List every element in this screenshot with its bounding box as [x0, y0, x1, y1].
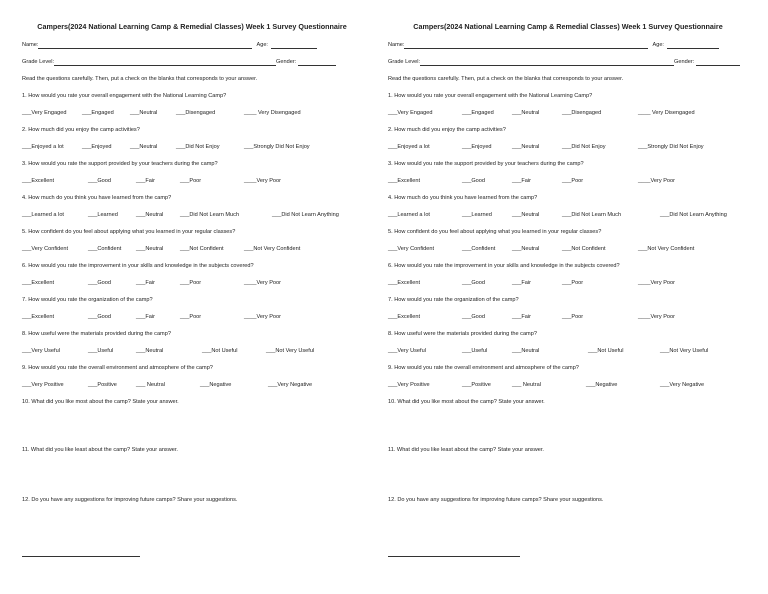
option[interactable]: ___Confident: [88, 246, 122, 252]
question-text: 9. How would you rate the overall environment and atmosphere of the camp?: [388, 365, 579, 371]
option[interactable]: ____Very Poor: [244, 314, 282, 320]
option[interactable]: ___Excellent: [388, 280, 421, 286]
grade-label: Grade Level:: [388, 59, 421, 65]
option[interactable]: ___Learned: [462, 212, 492, 218]
option[interactable]: ___Learned a lot: [388, 212, 430, 218]
option[interactable]: ___Very Useful: [22, 348, 60, 354]
option[interactable]: ____Very Poor: [638, 314, 676, 320]
option[interactable]: ___Positive: [88, 382, 117, 388]
options-row: [388, 245, 748, 253]
question-2: [388, 126, 748, 151]
option[interactable]: ___Very Engaged: [388, 110, 433, 116]
grade-label: Grade Level:: [22, 59, 55, 65]
open-question-12: 12. Do you have any suggestions for improving future camps? Share your suggestions.: [388, 497, 604, 503]
options-row: [22, 347, 362, 355]
options-row: [22, 313, 362, 321]
option[interactable]: ___Neutral: [512, 110, 540, 116]
options-row: [22, 177, 362, 185]
question-text: 6. How would you rate the improvement in your skills and knowledge in the subjects covered?: [388, 263, 620, 269]
option[interactable]: ___Excellent: [22, 178, 55, 184]
option[interactable]: ___Positive: [462, 382, 491, 388]
grade-gender-row: [388, 58, 748, 66]
option[interactable]: ___Negative: [200, 382, 232, 388]
option[interactable]: ___Strongly Did Not Enjoy: [244, 144, 310, 150]
question-text: 8. How useful were the materials provided during the camp?: [388, 331, 537, 337]
question-5: [22, 228, 362, 253]
gender-field[interactable]: [696, 59, 740, 66]
option[interactable]: ___Fair: [136, 314, 155, 320]
question-9: [388, 364, 748, 389]
gender-label: Gender:: [276, 59, 297, 65]
option[interactable]: ___Very Negative: [268, 382, 313, 388]
option[interactable]: ___Excellent: [22, 314, 55, 320]
open-question-10: 10. What did you like most about the camp? State your answer.: [388, 399, 545, 405]
gender-label: Gender:: [674, 59, 695, 65]
survey-title: Campers(2024 National Learning Camp & Remedial Classes) Week 1 Survey Questionnaire: [37, 22, 347, 31]
option[interactable]: ___Did Not Learn Much: [562, 212, 622, 218]
option[interactable]: ___Poor: [562, 314, 584, 320]
question-text: 2. How much did you enjoy the camp activities?: [22, 127, 140, 133]
question-1: [388, 92, 748, 117]
option[interactable]: ___Neutral: [512, 246, 540, 252]
option[interactable]: ___Not Very Useful: [660, 348, 709, 354]
open-question-10: 10. What did you like most about the camp? State your answer.: [22, 399, 179, 405]
options-row: [388, 109, 748, 117]
option[interactable]: ___Learned: [88, 212, 118, 218]
options-row: [22, 245, 362, 253]
option[interactable]: ___Not Very Useful: [266, 348, 315, 354]
option[interactable]: ____Very Poor: [244, 178, 282, 184]
question-3: [22, 160, 362, 185]
survey-body: [388, 22, 748, 504]
option[interactable]: ___Not Very Confident: [244, 246, 301, 252]
option[interactable]: ___Strongly Did Not Enjoy: [638, 144, 704, 150]
name-age-row: [388, 41, 748, 49]
option[interactable]: ___Neutral: [136, 348, 164, 354]
question-text: 7. How would you rate the organization of the camp?: [388, 297, 519, 303]
options-row: [388, 381, 748, 389]
option[interactable]: ___Disengaged: [176, 110, 216, 116]
name-age-row: [22, 41, 362, 49]
option[interactable]: ___Fair: [512, 178, 531, 184]
options-row: [388, 313, 748, 321]
option[interactable]: ___Good: [462, 178, 486, 184]
question-4: [22, 194, 362, 219]
option[interactable]: ___Not Confident: [180, 246, 224, 252]
options-row: [388, 279, 748, 287]
question-5: [388, 228, 748, 253]
question-2: [22, 126, 362, 151]
option[interactable]: ___Not Very Confident: [638, 246, 695, 252]
option[interactable]: ____ Very Disengaged: [244, 110, 301, 116]
question-text: 5. How confident do you feel about applying what you learned in your regular classes?: [388, 229, 602, 235]
question-text: 4. How much do you think you have learned from the camp?: [22, 195, 172, 201]
option[interactable]: ___Very Confident: [22, 246, 69, 252]
question-text: 3. How would you rate the support provided by your teachers during the camp?: [388, 161, 584, 167]
options-row: [388, 347, 748, 355]
option[interactable]: ___Neutral: [130, 110, 158, 116]
option[interactable]: ___Good: [88, 178, 112, 184]
option[interactable]: ___Poor: [180, 314, 202, 320]
options-row: [22, 279, 362, 287]
option[interactable]: ___Disengaged: [562, 110, 602, 116]
name-label: Name:: [388, 42, 405, 48]
option[interactable]: ___Learned a lot: [22, 212, 64, 218]
signature-line[interactable]: [22, 556, 140, 557]
options-row: [22, 109, 362, 117]
option[interactable]: ____Very Poor: [244, 280, 282, 286]
options-row: [22, 143, 362, 151]
option[interactable]: ___Excellent: [22, 280, 55, 286]
question-text: 5. How confident do you feel about applying what you learned in your regular classes?: [22, 229, 236, 235]
option[interactable]: ___Did Not Learn Anything: [660, 212, 727, 218]
option[interactable]: ___Enjoyed: [462, 144, 492, 150]
option[interactable]: ___Poor: [562, 280, 584, 286]
option[interactable]: ___Poor: [180, 280, 202, 286]
option[interactable]: ___Very Useful: [388, 348, 426, 354]
option[interactable]: ___Excellent: [388, 314, 421, 320]
option[interactable]: ___Very Confident: [388, 246, 435, 252]
option[interactable]: ___Did Not Enjoy: [562, 144, 606, 150]
name-field[interactable]: [404, 42, 648, 49]
options-row: [388, 177, 748, 185]
question-text: 1. How would you rate your overall engagement with the National Learning Camp?: [388, 93, 593, 99]
question-text: 9. How would you rate the overall environment and atmosphere of the camp?: [22, 365, 213, 371]
option[interactable]: ___Did Not Enjoy: [176, 144, 220, 150]
option[interactable]: ___Neutral: [136, 246, 164, 252]
option[interactable]: ____ Very Disengaged: [638, 110, 695, 116]
signature-line[interactable]: [388, 556, 520, 557]
option[interactable]: ___Good: [462, 314, 486, 320]
option[interactable]: ___Neutral: [512, 348, 540, 354]
option[interactable]: ___Enjoyed a lot: [388, 144, 430, 150]
instructions: Read the questions carefully. Then, put a check on the blanks that corresponds to your answer.: [388, 76, 624, 82]
option[interactable]: ___Did Not Learn Anything: [272, 212, 339, 218]
option[interactable]: ___Engaged: [462, 110, 494, 116]
option[interactable]: ___Fair: [136, 178, 155, 184]
question-6: [388, 262, 748, 287]
option[interactable]: ____Very Poor: [638, 280, 676, 286]
question-1: [22, 92, 362, 117]
name-label: Name:: [22, 42, 39, 48]
open-question-12: 12. Do you have any suggestions for improving future camps? Share your suggestions.: [22, 497, 238, 503]
question-text: 1. How would you rate your overall engagement with the National Learning Camp?: [22, 93, 227, 99]
option[interactable]: ___Good: [88, 280, 112, 286]
option[interactable]: ___Negative: [586, 382, 618, 388]
options-row: [22, 381, 362, 389]
option[interactable]: ___Enjoyed a lot: [22, 144, 64, 150]
option[interactable]: ___Neutral: [512, 212, 540, 218]
option[interactable]: ___Not Confident: [562, 246, 606, 252]
option[interactable]: ___Poor: [180, 178, 202, 184]
option[interactable]: ___Confident: [462, 246, 496, 252]
option[interactable]: ___Very Engaged: [22, 110, 67, 116]
option[interactable]: ___Not Useful: [202, 348, 238, 354]
option[interactable]: ___Neutral: [512, 144, 540, 150]
survey-body: [22, 22, 362, 504]
question-6: [22, 262, 362, 287]
option[interactable]: ___Neutral: [136, 212, 164, 218]
grade-field[interactable]: [420, 59, 674, 66]
option[interactable]: ___Fair: [512, 280, 531, 286]
options-row: [388, 143, 748, 151]
question-7: [22, 296, 362, 321]
option[interactable]: ___Engaged: [82, 110, 114, 116]
option[interactable]: ___Fair: [512, 314, 531, 320]
option[interactable]: ___Very Negative: [660, 382, 705, 388]
age-field[interactable]: [667, 42, 719, 49]
option[interactable]: ____Very Poor: [638, 178, 676, 184]
options-row: [388, 211, 748, 219]
survey-title: Campers(2024 National Learning Camp & Remedial Classes) Week 1 Survey Questionnaire: [413, 22, 723, 31]
question-text: 6. How would you rate the improvement in your skills and knowledge in the subjects covered?: [22, 263, 254, 269]
question-text: 8. How useful were the materials provided during the camp?: [22, 331, 171, 337]
question-8: [388, 330, 748, 355]
open-question-11: 11. What did you like least about the camp? State your answer.: [388, 447, 544, 453]
question-text: 3. How would you rate the support provided by your teachers during the camp?: [22, 161, 218, 167]
option[interactable]: ___Poor: [562, 178, 584, 184]
option[interactable]: ___Useful: [88, 348, 114, 354]
option[interactable]: ___Useful: [462, 348, 488, 354]
question-9: [22, 364, 362, 389]
option[interactable]: ___Very Positive: [22, 382, 64, 388]
question-text: 2. How much did you enjoy the camp activities?: [388, 127, 506, 133]
option[interactable]: ___Very Positive: [388, 382, 430, 388]
option[interactable]: ___Did Not Learn Much: [180, 212, 240, 218]
option[interactable]: ___Fair: [136, 280, 155, 286]
gender-field[interactable]: [298, 59, 336, 66]
survey-copy-right: [384, 0, 768, 594]
option[interactable]: ___Good: [88, 314, 112, 320]
option[interactable]: ___Good: [462, 280, 486, 286]
option[interactable]: ___ Neutral: [512, 382, 541, 388]
question-8: [22, 330, 362, 355]
age-field[interactable]: [271, 42, 317, 49]
option[interactable]: ___ Neutral: [136, 382, 165, 388]
grade-field[interactable]: [54, 59, 276, 66]
age-label: Age:: [652, 42, 664, 48]
instructions: Read the questions carefully. Then, put a check on the blanks that corresponds to your answer.: [22, 76, 258, 82]
question-3: [388, 160, 748, 185]
age-label: Age:: [256, 42, 268, 48]
question-4: [388, 194, 748, 219]
question-text: 4. How much do you think you have learned from the camp?: [388, 195, 538, 201]
option[interactable]: ___Excellent: [388, 178, 421, 184]
option[interactable]: ___Neutral: [130, 144, 158, 150]
options-row: [22, 211, 362, 219]
option[interactable]: ___Enjoyed: [82, 144, 112, 150]
question-text: 7. How would you rate the organization of the camp?: [22, 297, 153, 303]
name-field[interactable]: [38, 42, 252, 49]
option[interactable]: ___Not Useful: [588, 348, 624, 354]
open-question-11: 11. What did you like least about the camp? State your answer.: [22, 447, 178, 453]
question-7: [388, 296, 748, 321]
grade-gender-row: [22, 58, 362, 66]
